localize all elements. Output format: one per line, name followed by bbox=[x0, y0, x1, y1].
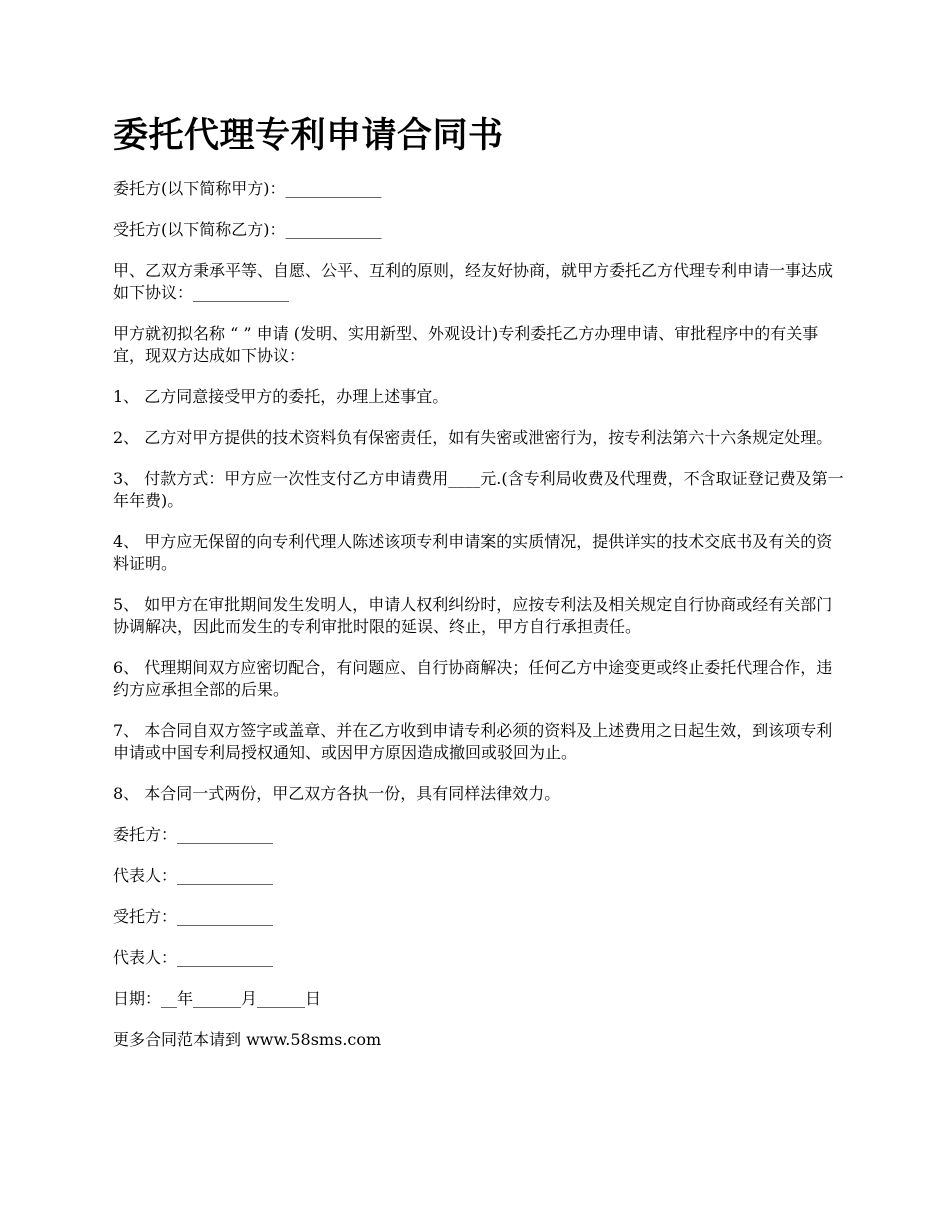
clause-7: 7、 本合同自双方签字或盖章、并在乙方收到申请专利必须的资料及上述费用之日起生效，到该项专利申请或中国专利局授权通知、或因甲方原因造成撤回或驳回为止。 bbox=[113, 721, 833, 762]
date-line: 日期：__年______月______日 bbox=[113, 989, 322, 1008]
signature-client-representative: 代表人：____________ bbox=[113, 866, 274, 885]
clause-6: 6、 代理期间双方应密切配合，有问题应、自行协商解决；任何乙方中途变更或终止委托代理合作，违约方应承担全部的后果。 bbox=[113, 658, 833, 699]
preamble-paragraph: 甲、乙双方秉承平等、自愿、公平、互利的原则，经友好协商，就甲方委托乙方代理专利申请一事达成如下协议：____________ bbox=[113, 261, 834, 302]
document-page bbox=[113, 112, 848, 1070]
clause-8: 8、 本合同一式两份，甲乙双方各执一份，具有同样法律效力。 bbox=[113, 784, 561, 803]
client-party-line: 委托方(以下简称甲方)：____________ bbox=[113, 179, 382, 198]
signature-agent-representative: 代表人：____________ bbox=[113, 948, 274, 967]
clause-2: 2、 乙方对甲方提供的技术资料负有保密责任，如有失密或泄密行为，按专利法第六十六条规定处理。 bbox=[113, 428, 833, 447]
signature-agent: 受托方：____________ bbox=[113, 907, 274, 926]
clause-5: 5、 如甲方在审批期间发生发明人，申请人权利纠纷时，应按专利法及相关规定自行协商或经有关部门协调解决，因此而发生的专利审批时限的延误、终止，甲方自行承担责任。 bbox=[113, 595, 833, 636]
document-title: 委托代理专利申请合同书 bbox=[113, 116, 504, 156]
application-scope-paragraph: 甲方就初拟名称 “ ” 申请 (发明、实用新型、外观设计)专利委托乙方办理申请、审批程序中的有关事宜，现双方达成如下协议： bbox=[113, 324, 819, 365]
agent-party-line: 受托方(以下简称乙方)：____________ bbox=[113, 220, 382, 239]
clause-4: 4、 甲方应无保留的向专利代理人陈述该项专利申请案的实质情况，提供详实的技术交底书及有关的资料证明。 bbox=[113, 532, 833, 573]
signature-client: 委托方：____________ bbox=[113, 825, 274, 844]
clause-3: 3、 付款方式：甲方应一次性支付乙方申请费用____元.(含专利局收费及代理费，不含取证登记费及第一年年费)。 bbox=[113, 469, 844, 510]
footer-website-line: 更多合同范本请到 www.58sms.com bbox=[113, 1030, 382, 1049]
clause-1: 1、 乙方同意接受甲方的委托，办理上述事宜。 bbox=[113, 387, 449, 406]
